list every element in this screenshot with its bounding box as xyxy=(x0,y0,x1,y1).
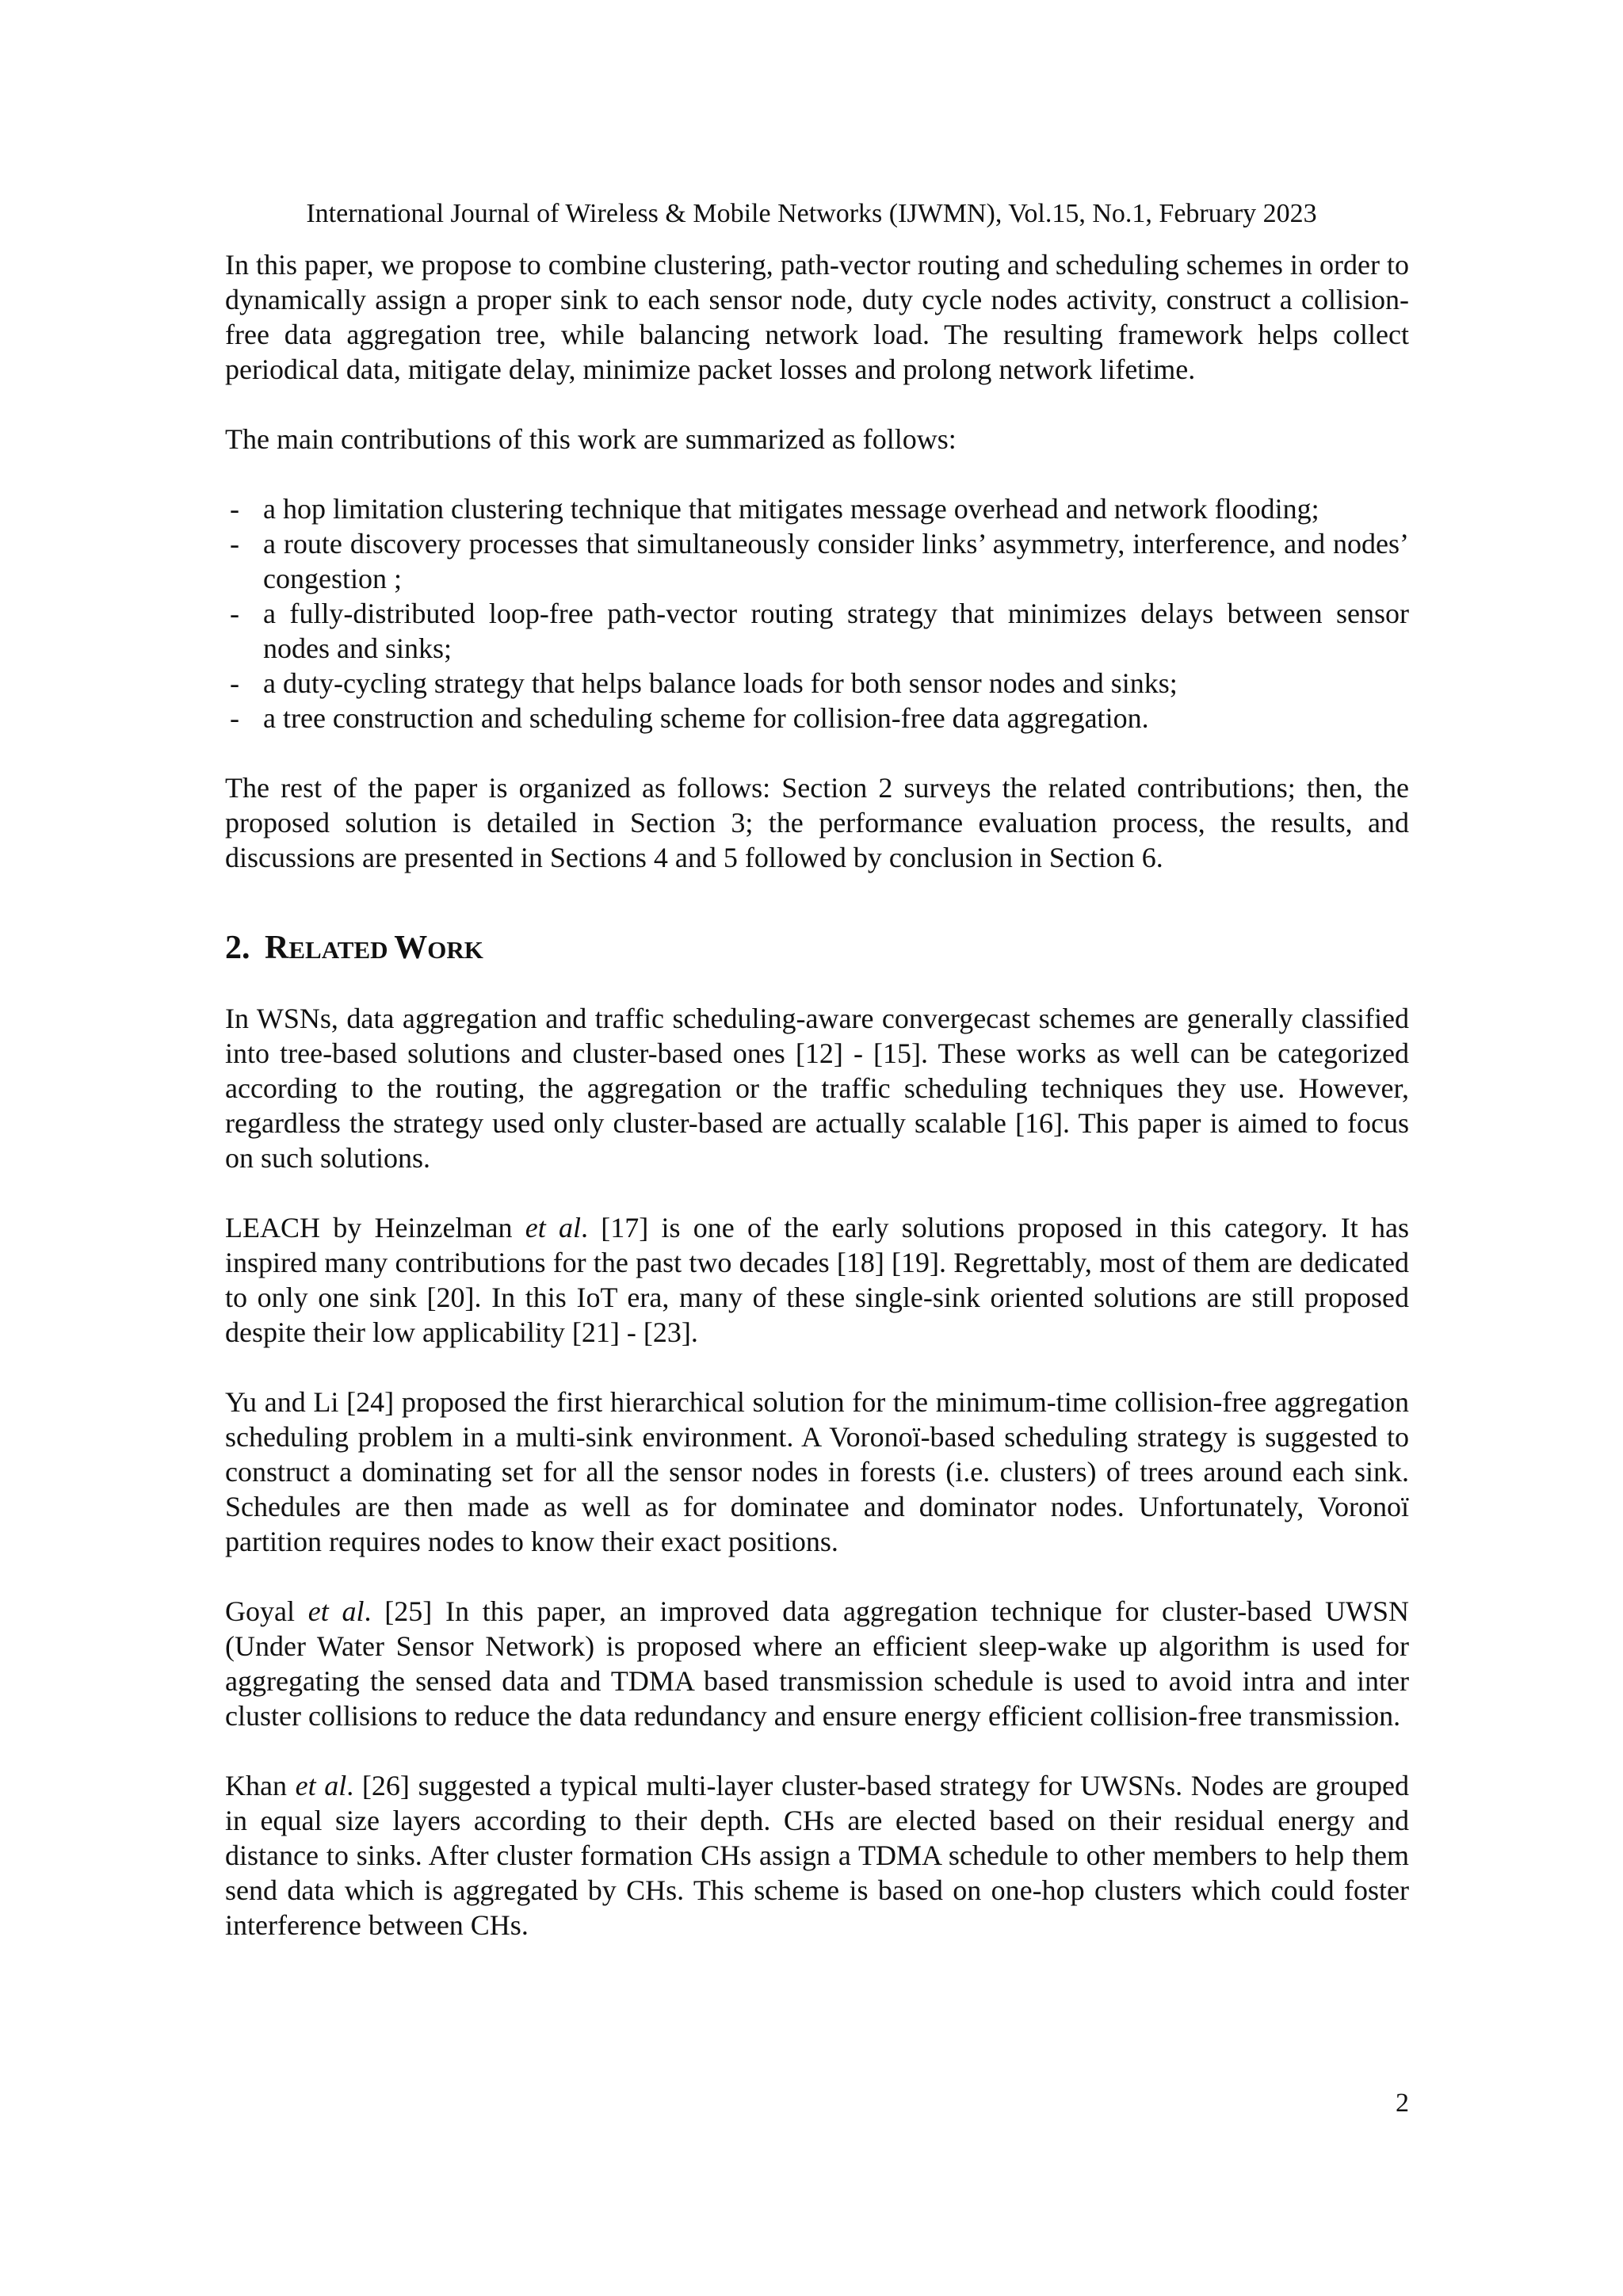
list-item-text: a hop limitation clustering technique that mitigates message overhead and network flooding; xyxy=(263,493,1319,525)
intro-paragraph-2: The main contributions of this work are summarized as follows: xyxy=(225,423,957,455)
section-title-cap: R xyxy=(265,930,289,966)
list-item xyxy=(225,701,1409,735)
related-work-paragraph-2 xyxy=(225,1210,1409,1350)
list-item-text: a fully-distributed loop-free path-vector routing strategy that minimizes delays between sensor nodes and sinks; xyxy=(263,598,1409,664)
list-item xyxy=(225,666,1409,701)
related-work-paragraph-4 xyxy=(225,1594,1409,1733)
bullet-marker: - xyxy=(230,702,239,734)
section-title-small: ELATED xyxy=(288,936,395,964)
list-item xyxy=(225,526,1409,596)
list-item xyxy=(225,491,1409,526)
page-body xyxy=(225,247,1409,1943)
contributions-list xyxy=(225,491,1409,735)
paragraph-text: Goyal xyxy=(225,1595,308,1627)
et-al-italic: et al xyxy=(295,1770,347,1801)
related-work-paragraph-5 xyxy=(225,1768,1409,1943)
related-work-paragraph-1: In WSNs, data aggregation and traffic scheduling-aware convergecast schemes are generally classified into tree-based solutions and cluster-based ones [12] - [15]. These works as well can be categorized according to the routing, the aggregation or the traffic scheduling techniques they use. However, regardless the strategy used only cluster-based are actually scalable [16]. This paper is aimed to focus on such solutions. xyxy=(225,1003,1409,1174)
section-title-cap: W xyxy=(394,930,428,966)
paragraph-text: . [17] is one of the early solutions proposed in this category. It has inspired many contributions for the past two decades [18] [19]. Regrettably, most of them are dedicated to only one sink [20]. In this IoT era, many of these single-sink oriented solutions are still proposed despite their low applicability [21] - [23]. xyxy=(225,1212,1410,1348)
list-item xyxy=(225,596,1409,666)
intro-paragraph-3: The rest of the paper is organized as follows: Section 2 surveys the related contributions; then, the proposed solution is detailed in Section 3; the performance evaluation process, the results, and discussions are presented in Sections 4 and 5 followed by conclusion in Section 6. xyxy=(225,772,1409,873)
bullet-marker: - xyxy=(230,667,239,699)
section-number: 2. xyxy=(225,930,250,966)
section-title-small: ORK xyxy=(427,936,483,964)
page-number: 2 xyxy=(1396,2088,1409,2118)
et-al-italic: et al xyxy=(525,1212,581,1244)
intro-paragraph-1: In this paper, we propose to combine clustering, path-vector routing and scheduling schemes in order to dynamically assign a proper sink to each sensor node, duty cycle nodes activity, construct a collision-free data aggregation tree, while balancing network load. The resulting framework helps collect periodical data, mitigate delay, minimize packet losses and prolong network lifetime. xyxy=(225,249,1409,385)
list-item-text: a tree construction and scheduling scheme for collision-free data aggregation. xyxy=(263,702,1149,734)
list-item-text: a duty-cycling strategy that helps balance loads for both sensor nodes and sinks; xyxy=(263,667,1178,699)
paragraph-text: . [26] suggested a typical multi-layer cluster-based strategy for UWSNs. Nodes are grouped in equal size layers according to their depth. CHs are elected based on their residual energy and distance to sinks. After cluster formation CHs assign a TDMA schedule to other members to help them send data which is aggregated by CHs. This scheme is based on one-hop clusters which could foster interference between CHs. xyxy=(225,1770,1410,1941)
paragraph-text: Khan xyxy=(225,1770,296,1801)
paragraph-text: LEACH by Heinzelman xyxy=(225,1212,525,1244)
et-al-italic: et al xyxy=(307,1595,365,1627)
section-heading xyxy=(225,924,1409,974)
bullet-marker: - xyxy=(230,528,239,560)
running-header: International Journal of Wireless & Mobile Networks (IJWMN), Vol.15, No.1, February 2023 xyxy=(306,199,1317,228)
bullet-marker: - xyxy=(230,493,239,525)
related-work-paragraph-3: Yu and Li [24] proposed the first hierarchical solution for the minimum-time collision-free aggregation scheduling problem in a multi-sink environment. A Voronoï-based scheduling strategy is suggested to construct a dominating set for all the sensor nodes in forests (i.e. clusters) of trees around each sink. Schedules are then made as well as for dominatee and dominator nodes. Unfortunately, Voronoï partition requires nodes to know their exact positions. xyxy=(225,1386,1409,1557)
bullet-marker: - xyxy=(230,598,239,629)
list-item-text: a route discovery processes that simultaneously consider links’ asymmetry, interference, and nodes’ congestion ; xyxy=(263,528,1409,594)
paragraph-text: . [25] In this paper, an improved data aggregation technique for cluster-based UWSN (Under Water Sensor Network) is proposed where an efficient sleep-wake up algorithm is used for aggregating the sensed data and TDMA based transmission schedule is used to avoid intra and inter cluster collisions to reduce the data redundancy and ensure energy efficient collision-free transmission. xyxy=(225,1595,1410,1732)
